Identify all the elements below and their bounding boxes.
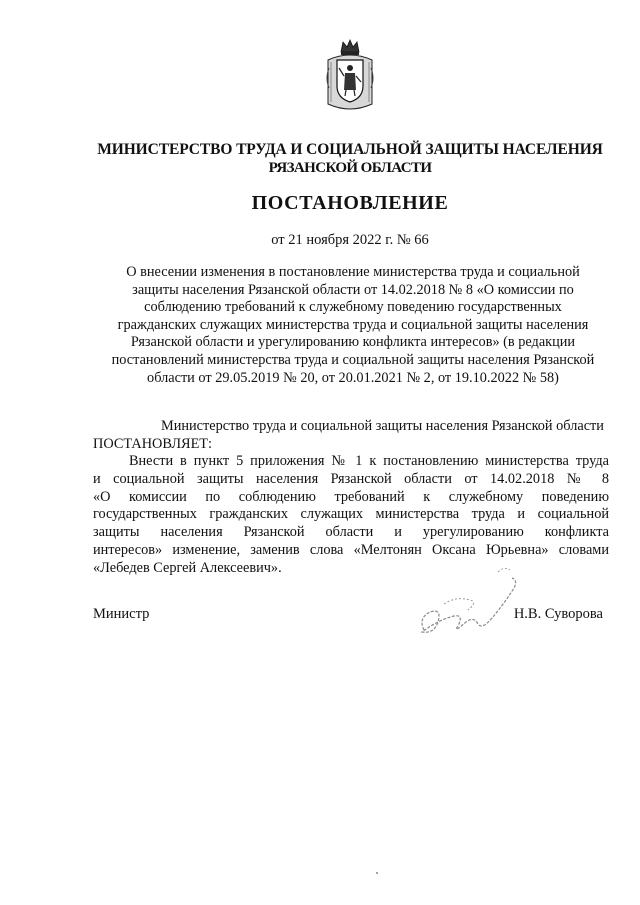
subject-line: гражданских служащих министерства труда и социальной защиты населения [117,316,589,333]
subject-line: защиты населения Рязанской области от 14.02.2018 № 8 «О комиссии по [132,281,574,298]
operative-paragraph [93,453,609,578]
ministry-name-line2: РЯЗАНСКОЙ ОБЛАСТИ [268,160,432,176]
subject-line: О внесении изменения в постановление министерства труда и социальной [126,264,580,280]
operative-line: «Лебедев Сергей Алексеевич». [93,559,282,576]
operative-line: интересов» изменение, заменив слова «Мелтонян Оксана Юрьевна» словами [93,541,609,558]
subject-line: постановлений министерства труда и социальной защиты населения Рязанской [111,351,595,368]
ministry-name-line1: МИНИСТЕРСТВО ТРУДА И СОЦИАЛЬНОЙ ЗАЩИТЫ НАСЕЛЕНИЯ [97,141,603,158]
preamble-line: Министерство труда и социальной защиты населения Рязанской области [161,418,604,434]
subject-line: Рязанской области и урегулированию конфликта интересов» (в редакции [130,334,576,351]
ministry-name [80,140,620,178]
operative-line: государственных гражданских служащих министерства труда и социальной [93,506,609,523]
operative-line: защиты населения Рязанской области и урегулированию конфликта [93,524,609,541]
coat-of-arms-icon [323,38,377,114]
operative-line: и социальной защиты населения Рязанской области от 14.02.2018 № 8 [93,470,609,487]
operative-line: Внести в пункт 5 приложения № 1 к постановлению министерства труда [129,453,609,469]
scan-speck [376,872,378,874]
operative-line: «О комиссии по соблюдению требований к служебному поведению [93,488,609,505]
handwritten-signature [408,560,538,650]
document-subject [98,264,608,387]
preamble-paragraph [93,418,609,454]
subject-line: области от 29.05.2019 № 20, от 20.01.2021 № 2, от 19.10.2022 № 58) [147,369,559,386]
document-type-title: ПОСТАНОВЛЕНИЕ [251,192,449,214]
subject-line: соблюдению требований к служебному поведению государственных [144,299,562,316]
resolves-word: ПОСТАНОВЛЯЕТ: [93,435,213,452]
document-date-number: от 21 ноября 2022 г. № 66 [271,232,429,248]
signatory-role: Министр [93,606,150,622]
signatory-name: Н.В. Суворова [513,606,603,622]
